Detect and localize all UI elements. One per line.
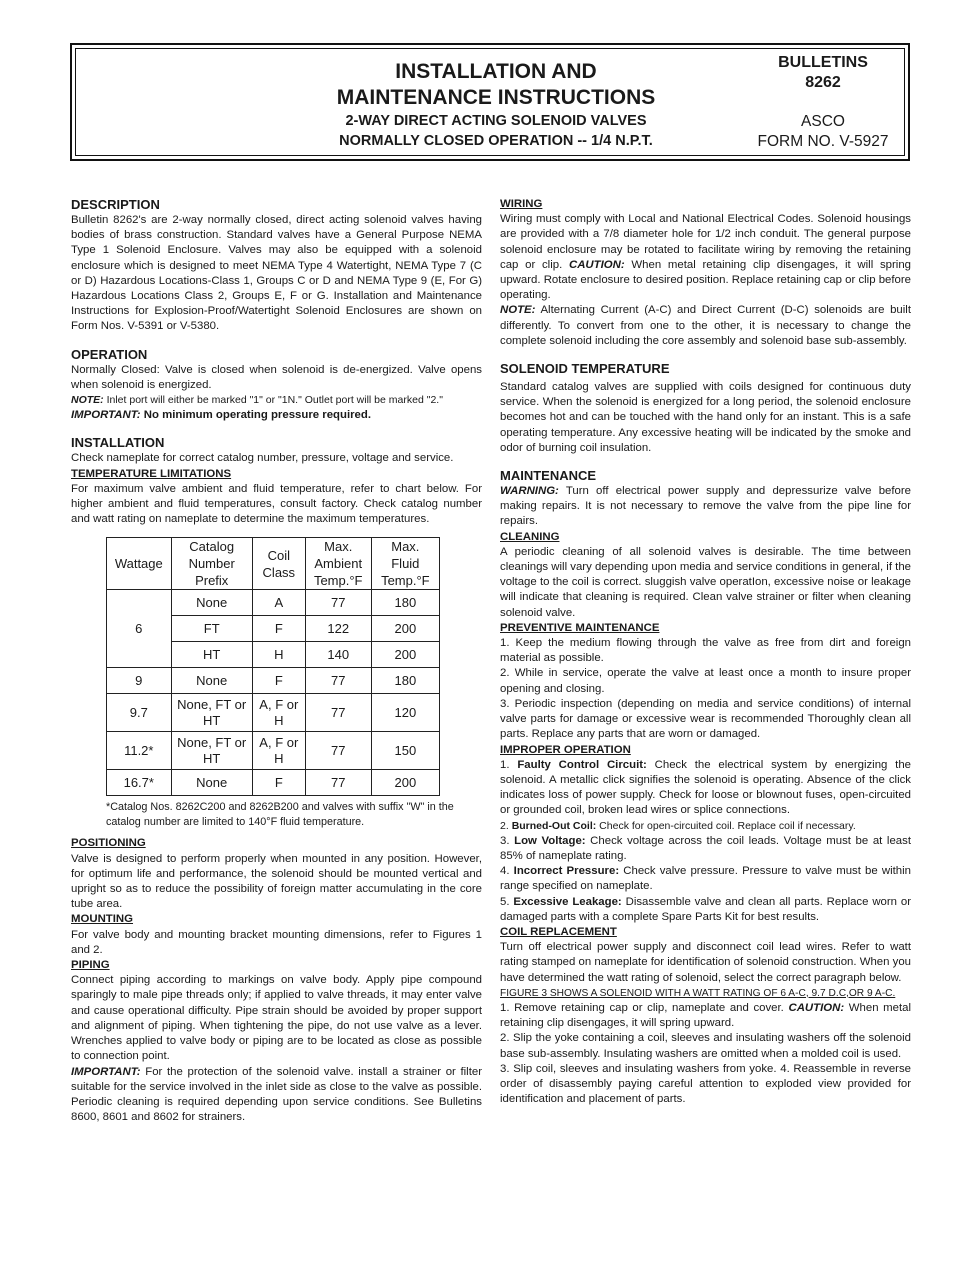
coil-step-2: 2. Slip the yoke containing a coil, sleeves and insulating washers off the solenoid base sub-assembly. Insulating washers are omitted when a molded coil is used. (500, 1032, 911, 1060)
improper-3-label: Low Voltage: (514, 834, 586, 847)
doc-title-line2: MAINTENANCE INSTRUCTIONS (336, 86, 656, 109)
cleaning-heading: CLEANING (500, 530, 560, 543)
cell-prefix: HT (171, 642, 252, 668)
coil-step-1-text: 1. Remove retaining cap or clip, nameplate and cover. (500, 1001, 789, 1014)
brand-name: ASCO (801, 113, 845, 130)
improper-5-label: Excessive Leakage: (513, 895, 622, 908)
improper-1-text: Check the electrical system by energizing the solenoid. A metallic click signifies the solenoid is operating. Absence of the click indicates loss of power supply. Check for loose or blownout fuses, open-circuited or grounded coil, broken lead wires or splice connections. (500, 758, 912, 817)
wiring-heading: WIRING (500, 198, 543, 210)
wiring-note (500, 303, 911, 349)
right-column (500, 197, 911, 1107)
temp-limits-text: For maximum valve ambient and fluid temperature, refer to chart below. For higher ambient and fluid temperatures, consult factory. Check catalog number and watt rating on nameplate to determine the maximum temperatures. (71, 482, 482, 526)
wiring-body: Wiring must comply with Local and National Electrical Codes. Solenoid housings are provided with a 7/8 diameter hole for 1/2 inch conduit. The general purpose solenoid enclosure may be rotated to facilitate wiring by removing the retaining cap or clip. (500, 213, 911, 271)
cell-fluid: 200 (371, 642, 439, 668)
coil-step-1-caution-label: CAUTION: (788, 1001, 845, 1014)
item-number: 5. (500, 895, 514, 908)
cell-prefix: FT (171, 616, 252, 642)
improper-4-label: Incorrect Pressure: (513, 865, 620, 878)
cell-ambient: 77 (305, 590, 371, 616)
cell-ambient: 77 (305, 694, 371, 732)
cell-coil: A (252, 590, 305, 616)
note-label: NOTE: (71, 394, 104, 407)
piping-important-text: For the protection of the solenoid valve. install a strainer or filter suitable for the service involved in the inlet side as close to the valve as possible. Periodic cleaning is required depending upon service conditions. See Bulletins 8600, 8601 and 8602 for strainers. (71, 1065, 482, 1124)
improper-1-label: Faulty Control Circuit: (517, 758, 647, 771)
installation-heading: INSTALLATION (71, 435, 165, 451)
item-number: 4. (500, 865, 514, 878)
temp-limits-heading: TEMPERATURE LIMITATIONS (71, 467, 232, 480)
coil-replacement-text: Turn off electrical power supply and disconnect coil lead wires. Refer to watt rating stamped on nameplate for identification of solenoid construction. When you have determined the watt rating of solenoid, select the correct paragraph below. (500, 941, 911, 984)
cell-coil: F (252, 770, 305, 796)
wiring-note-text: Alternating Current (A-C) and Direct Current (D-C) solenoids are built differently. To convert from one to the other, it is necessary to change the complete solenoid including the core assembly and solenoid base sub-assembly. (500, 304, 911, 347)
improper-3-text: Check voltage across the coil leads. Voltage must be at least 85% of nameplate rating. (500, 834, 911, 862)
item-number: 2. (500, 819, 512, 832)
maintenance-heading: MAINTENANCE (500, 468, 597, 484)
preventive-item-1: 1. Keep the medium flowing through the valve as free from dirt and foreign material as possible. (500, 637, 911, 665)
cell-ambient: 77 (305, 732, 371, 770)
cell-wattage: 9 (107, 668, 172, 694)
preventive-heading: PREVENTIVE MAINTENANCE (500, 621, 660, 634)
improper-item-1 (500, 758, 911, 819)
solenoid-temp-text: Standard catalog valves are supplied with coils designed for continuous duty service. When the solenoid is energized for a long period, the solenoid enclosure becomes hot and can be touched with the hand only for an instant. This is a safe operating temperature. Any excessive heating will be indicated by the smoke and odor of burning coil insulation. (500, 381, 911, 454)
mounting-text: For valve body and mounting bracket mounting dimensions, refer to Figures 1 and 2. (71, 928, 482, 956)
cell-ambient: 77 (305, 668, 371, 694)
cell-fluid: 120 (371, 694, 439, 732)
th-fluid: Max. Fluid Temp.°F (371, 538, 439, 590)
cell-prefix: None (171, 770, 252, 796)
bulletin-number: 8262 (805, 74, 841, 91)
form-number: FORM NO. V-5927 (757, 133, 889, 150)
warning-label: WARNING: (500, 485, 559, 498)
cell-coil: F (252, 616, 305, 642)
description-heading: DESCRIPTION (71, 197, 160, 212)
important-label: IMPORTANT: (71, 409, 141, 422)
header-box (70, 43, 910, 161)
cell-wattage: 16.7* (107, 770, 172, 796)
positioning-text: Valve is designed to perform properly when mounted in any position. However, for optimum life and performance, the solenoid should be mounted vertical and upright so as to reduce the possibility of foreign matter accumulating in the core tube area. (71, 852, 482, 911)
installation-text: Check nameplate for correct catalog number, pressure, voltage and service. (71, 452, 454, 465)
cell-ambient: 122 (305, 616, 371, 642)
header-inner-border (75, 48, 905, 156)
table-row (107, 590, 440, 616)
cell-fluid: 200 (371, 770, 439, 796)
operation-heading: OPERATION (71, 346, 148, 362)
piping-important (71, 1065, 482, 1126)
cell-prefix: None, FT or HT (171, 694, 252, 732)
item-number: 1. (500, 758, 518, 771)
mounting-heading: MOUNTING (71, 913, 134, 926)
preventive-item-3: 3. Periodic inspection (depending on media and service conditions) of internal valve parts for damage or excessive wear is recommended Thoroughly clean all parts. Replace any parts that are worn or damaged. (500, 697, 911, 741)
improper-4-text: Check valve pressure. Pressure to valve must be within range specified on nameplate. (500, 865, 911, 893)
important-text: No minimum operating pressure required. (140, 409, 371, 422)
description-text: Bulletin 8262's are 2-way normally closed, direct acting solenoid valves having bodies of brass construction. Standard valves have a General Purpose NEMA Type 1 Solenoid Enclosure. Valves may also be equipped with a solenoid enclosure which is designed to meet NEMA Type 4 Watertight, NEMA Type 7 (C or D) Hazardous Locations-Class 1, Groups C or D and NEMA Type 9 (E, For G) Hazardous Locations Class 2, Groups E, F or G. Installation and Maintenance Instructions for Explosion-Proof/Watertight Solenoid Enclosures are shown on Form Nos. V-5391 or V-5380. (71, 214, 482, 333)
warning-text: Turn off electrical power supply and depressurize valve before making repairs. It is not necessary to remove the valve from the pipe line for repairs. (500, 485, 911, 528)
cell-fluid: 180 (371, 668, 439, 694)
table-footnote: *Catalog Nos. 8262C200 and 8262B200 and valves with suffix "W" in the catalog number are limited to 140°F fluid temperature. (106, 801, 454, 829)
temperature-table (106, 537, 440, 796)
maintenance-warning (500, 484, 911, 530)
wiring-text (500, 212, 911, 303)
cell-coil: H (252, 642, 305, 668)
cell-coil: A, F or H (252, 694, 305, 732)
cell-wattage: 11.2* (107, 732, 172, 770)
improper-heading: IMPROPER OPERATION (500, 743, 631, 756)
item-number: 3. (500, 834, 515, 847)
improper-item-5 (500, 895, 911, 925)
th-coil-class: Coil Class (252, 538, 305, 590)
improper-item-3 (500, 834, 911, 864)
cell-fluid: 200 (371, 616, 439, 642)
cell-fluid: 180 (371, 590, 439, 616)
bulletins-label: BULLETINS (778, 54, 868, 71)
wiring-caution-text: When metal retaining clip disengages, it will spring upward. Rotate enclosure to desired position. Replace retaining cap or clip before operating. (500, 258, 911, 302)
coil-step-3: 3. Slip coil, sleeves and insulating washers from yoke. 4. Reassemble in reverse order of disassembly paying careful attention to exploded view provided for identification and placement of parts. (500, 1062, 911, 1106)
positioning-heading: POSITIONING (71, 837, 146, 850)
cell-prefix: None (171, 668, 252, 694)
improper-item-2 (500, 819, 911, 834)
cell-coil: F (252, 668, 305, 694)
cell-prefix: None (171, 590, 252, 616)
improper-2-text: Check for open-circuited coil. Replace coil if necessary. (596, 819, 856, 832)
table-row (107, 694, 440, 732)
cell-coil: A, F or H (252, 732, 305, 770)
cell-ambient: 77 (305, 770, 371, 796)
operation-important (71, 408, 482, 423)
table-row (107, 732, 440, 770)
th-ambient: Max. Ambient Temp.°F (305, 538, 371, 590)
th-prefix: Catalog Number Prefix (171, 538, 252, 590)
th-wattage: Wattage (107, 538, 172, 590)
coil-replacement-heading: COIL REPLACEMENT (500, 925, 617, 938)
improper-item-4 (500, 864, 911, 894)
cell-wattage: 9.7 (107, 694, 172, 732)
operation-text: Normally Closed: Valve is closed when solenoid is de-energized. Valve opens when solenoid is energized. (71, 363, 482, 391)
table-row (107, 668, 440, 694)
improper-5-text: Disassemble valve and clean all parts. Replace worn or damaged parts with a complete Spare Parts Kit for best results. (500, 895, 912, 923)
wiring-note-label: NOTE: (500, 304, 536, 317)
cleaning-text: A periodic cleaning of all solenoid valves is desirable. The time between cleanings will vary depending upon media and service conditions in general, if the voltage to the coil is correct. sluggish valve operatIon, excessive noise or leakage will indicate that cleaning is required. Clean valve strainer or filter when cleaning solenoid valve. (500, 545, 911, 619)
piping-important-label: IMPORTANT: (71, 1065, 141, 1078)
coil-step-1-caution-text: When metal retaining clip disengages, it will spring upward. (500, 1001, 911, 1030)
doc-subtitle-line1: 2-WAY DIRECT ACTING SOLENOID VALVES (345, 113, 647, 129)
operation-note (71, 393, 482, 408)
wiring-caution-label: CAUTION: (568, 258, 625, 271)
preventive-item-2: 2. While in service, operate the valve at least once a month to insure proper opening and closing. (500, 667, 911, 695)
solenoid-temp-heading: SOLENOID TEMPERATURE (500, 361, 670, 377)
cell-ambient: 140 (305, 642, 371, 668)
coil-step-1 (500, 1001, 911, 1031)
cell-wattage: 6 (107, 590, 172, 668)
figure-note: FIGURE 3 SHOWS A SOLENOID WITH A WATT RATING OF 6 A-C, 9.7 D.C,OR 9 A-C. (500, 987, 896, 999)
piping-text: Connect piping according to markings on valve body. Apply pipe compound sparingly to male pipe threads only; if applied to valve threads, it may enter valve and cause operational difficulty. Pipe strain should be avoided by proper support and alignment of piping. When tightening the pipe, do not use valve as a lever. Wrenches applied to valve body or piping are to be located as close as possible to connection point. (71, 974, 482, 1063)
cell-fluid: 150 (371, 732, 439, 770)
improper-2-label: Burned-Out Coil: (511, 819, 597, 832)
note-text: Inlet port will either be marked "1" or "1N." Outlet port will be marked "2." (103, 394, 443, 407)
table-row (107, 770, 440, 796)
cell-prefix: None, FT or HT (171, 732, 252, 770)
doc-subtitle-line2: NORMALLY CLOSED OPERATION -- 1/4 N.P.T. (339, 133, 653, 149)
doc-title-line1: INSTALLATION AND (395, 60, 597, 83)
left-column (71, 197, 482, 1125)
piping-heading: PIPING (71, 959, 110, 972)
